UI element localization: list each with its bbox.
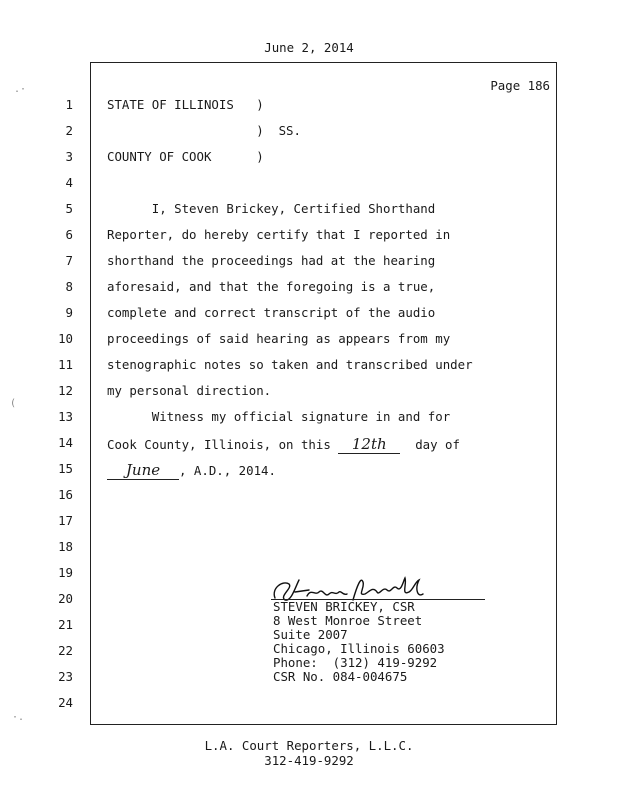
line-number: 2 [65, 123, 73, 138]
transcript-line [65, 305, 556, 325]
transcript-line [58, 383, 556, 403]
transcript-line [65, 201, 556, 221]
line-number: 3 [65, 149, 73, 164]
line-text: complete and correct transcript of the audio [107, 305, 436, 320]
line-text: ) SS. [107, 123, 301, 138]
reporter-name: STEVEN BRICKEY, CSR [273, 599, 415, 614]
transcript-line [65, 279, 556, 299]
line-number: 21 [58, 617, 73, 632]
line-number: 23 [58, 669, 73, 684]
line-number: 18 [58, 539, 73, 554]
transcript-line [65, 253, 556, 273]
line-number: 8 [65, 279, 73, 294]
transcript-line [58, 461, 556, 481]
line-14-text: Cook County, Illinois, on this [107, 437, 331, 452]
line-text: aforesaid, and that the foregoing is a true, [107, 279, 436, 294]
line-text [107, 435, 460, 454]
line-number: 19 [58, 565, 73, 580]
line-number: 13 [58, 409, 73, 424]
transcript-line [58, 435, 556, 455]
handwritten-day: 12th [338, 435, 400, 454]
line-number: 22 [58, 643, 73, 658]
transcript-line [65, 97, 556, 117]
line-text: Witness my official signature in and for [107, 409, 451, 424]
line-number: 5 [65, 201, 73, 216]
line-text: Reporter, do hereby certify that I reported in [107, 227, 451, 242]
line-text: I, Steven Brickey, Certified Shorthand [107, 201, 436, 216]
footer-phone: 312-419-9292 [264, 753, 354, 768]
line-text: COUNTY OF COOK ) [107, 149, 264, 164]
transcript-line [58, 695, 556, 715]
line-number: 12 [58, 383, 73, 398]
line-text [107, 461, 276, 480]
transcript-line [58, 409, 556, 429]
reporter-city: Chicago, Illinois 60603 [273, 641, 445, 656]
line-number: 24 [58, 695, 73, 710]
reporter-phone: Phone: (312) 419-9292 [273, 655, 438, 670]
line-text: STATE OF ILLINOIS ) [107, 97, 264, 112]
line-number: 14 [58, 435, 73, 450]
transcript-line [65, 149, 556, 169]
line-text: my personal direction. [107, 383, 272, 398]
transcript-line [58, 591, 556, 614]
footer-company: L.A. Court Reporters, L.L.C. [204, 738, 414, 753]
line-number: 1 [65, 97, 73, 112]
scan-speck: ( [10, 398, 17, 409]
line-number: 9 [65, 305, 73, 320]
reporter-csr: CSR No. 084-004675 [273, 669, 408, 684]
transcript-line [58, 669, 556, 689]
line-number: 17 [58, 513, 73, 528]
transcript-line [58, 613, 556, 642]
line-15-tail: , A.D., 2014. [179, 463, 276, 478]
transcript-line [58, 487, 556, 507]
handwritten-month: June [107, 461, 179, 480]
reporter-address-1: 8 West Monroe Street [273, 613, 423, 628]
transcript-line [65, 123, 556, 143]
line-number: 10 [58, 331, 73, 346]
transcript-line [58, 539, 556, 559]
line-number: 6 [65, 227, 73, 242]
transcript-line [58, 641, 556, 670]
line-number: 4 [65, 175, 73, 190]
transcript-line [65, 175, 556, 195]
page-number: Page 186 [490, 78, 550, 93]
transcript-line [58, 357, 556, 377]
line-text: proceedings of said hearing as appears from my [107, 331, 451, 346]
transcript-line [65, 227, 556, 247]
scan-speck: ·. [12, 712, 25, 723]
transcript-line [58, 331, 556, 351]
line-number: 16 [58, 487, 73, 502]
line-number: 7 [65, 253, 73, 268]
scan-speck: .· [14, 84, 27, 95]
reporter-address-2: Suite 2007 [273, 627, 348, 642]
line-number: 11 [58, 357, 73, 372]
line-text: shorthand the proceedings had at the hearing [107, 253, 436, 268]
line-text: stenographic notes so taken and transcribed under [107, 357, 473, 372]
line-14-tail: day of [415, 437, 460, 452]
transcript-page [58, 62, 557, 725]
header-date: June 2, 2014 [264, 40, 354, 55]
line-number: 20 [58, 591, 73, 606]
line-number: 15 [58, 461, 73, 476]
transcript-line [58, 513, 556, 533]
